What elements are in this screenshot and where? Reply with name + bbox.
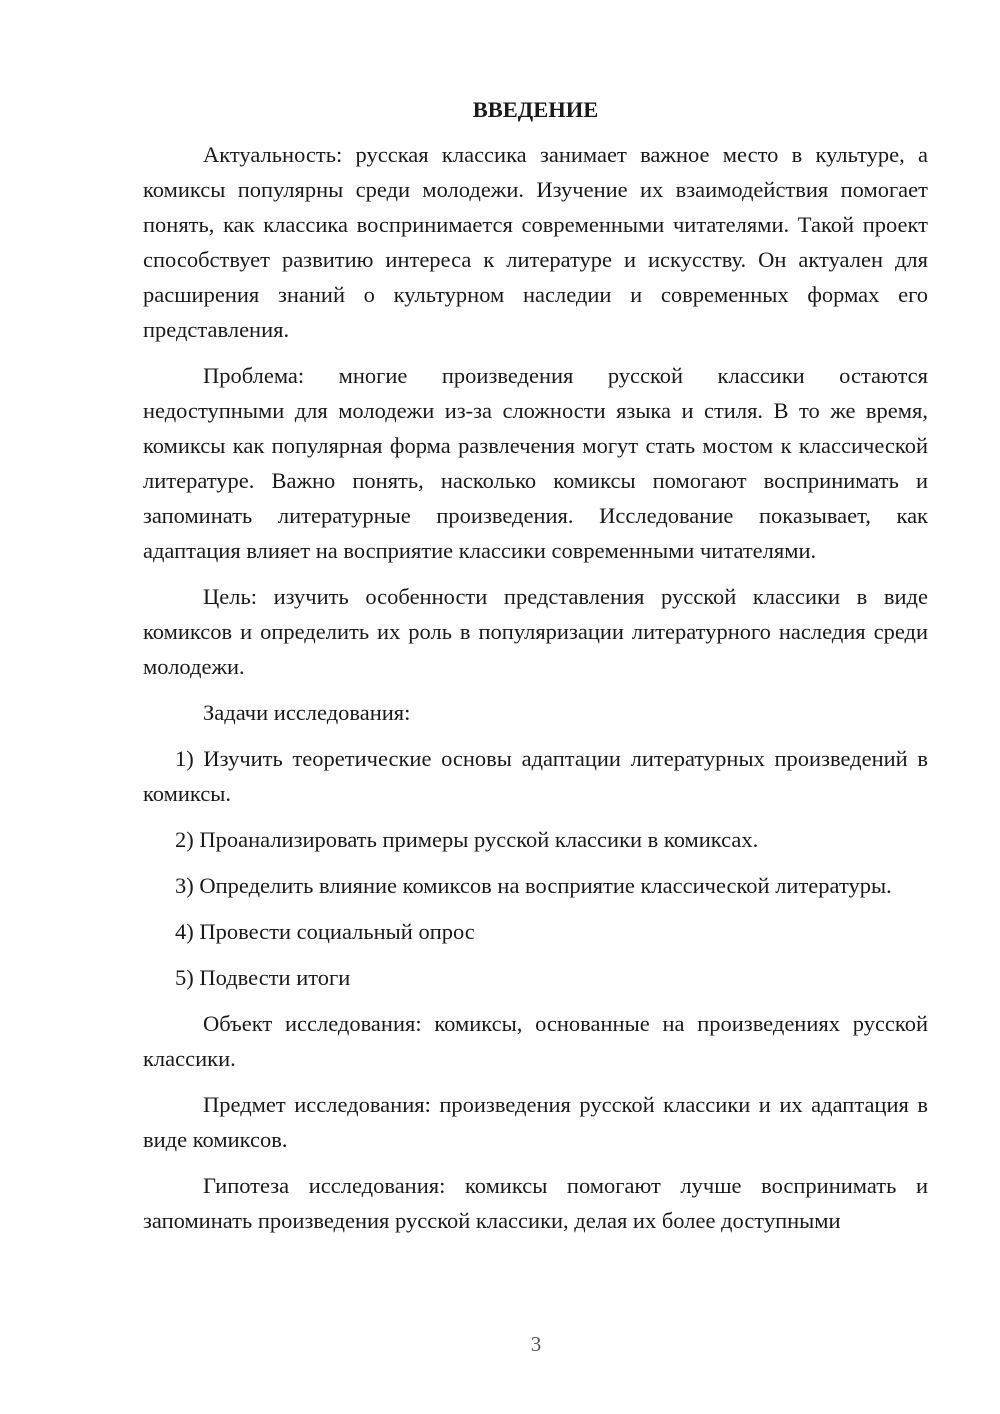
paragraph-problem: Проблема: многие произведения русской классики остаются недоступными для молодежи из-за сложности языка и стиля. В то же время, комиксы как популярная форма развлечения могут стать мостом к классической литературе. Важно понять, насколько комиксы помогают воспринимать и запоминать литературные произведения. Исследование показывает, как адаптация влияет на восприятие классики современными читателями.	[143, 363, 928, 563]
paragraph-relevance: Актуальность: русская классика занимает важное место в культуре, а комиксы популярны среди молодежи. Изучение их взаимодействия помогает понять, как классика воспринимается современными читателями. Такой проект способствует развитию интереса к литературе и искусству. Он актуален для расширения знаний о культурном наследии и современных формах его представления.	[143, 142, 928, 342]
task-item-3: 3) Определить влияние комиксов на восприятие классической литературы.	[175, 873, 892, 898]
paragraph-goal: Цель: изучить особенности представления русской классики в виде комиксов и определить их роль в популяризации литературного наследия среди молодежи.	[143, 584, 928, 679]
paragraph-subject: Предмет исследования: произведения русской классики и их адаптация в виде комиксов.	[143, 1092, 928, 1152]
page-number: 3	[530, 1332, 542, 1356]
section-title: ВВЕДЕНИЕ	[472, 97, 599, 122]
task-item-5: 5) Подвести итоги	[175, 965, 351, 990]
task-item-2: 2) Проанализировать примеры русской классики в комиксах.	[175, 827, 759, 852]
paragraph-object: Объект исследования: комиксы, основанные на произведениях русской классики.	[143, 1011, 928, 1071]
paragraph-hypothesis: Гипотеза исследования: комиксы помогают лучше воспринимать и запоминать произведения русской классики, делая их более доступными	[143, 1173, 928, 1233]
document-page	[143, 92, 928, 1249]
task-item-4: 4) Провести социальный опрос	[175, 919, 475, 944]
task-item-1: 1) Изучить теоретические основы адаптации литературных произведений в комиксы.	[143, 746, 928, 806]
paragraph-tasks-heading: Задачи исследования:	[203, 700, 411, 725]
